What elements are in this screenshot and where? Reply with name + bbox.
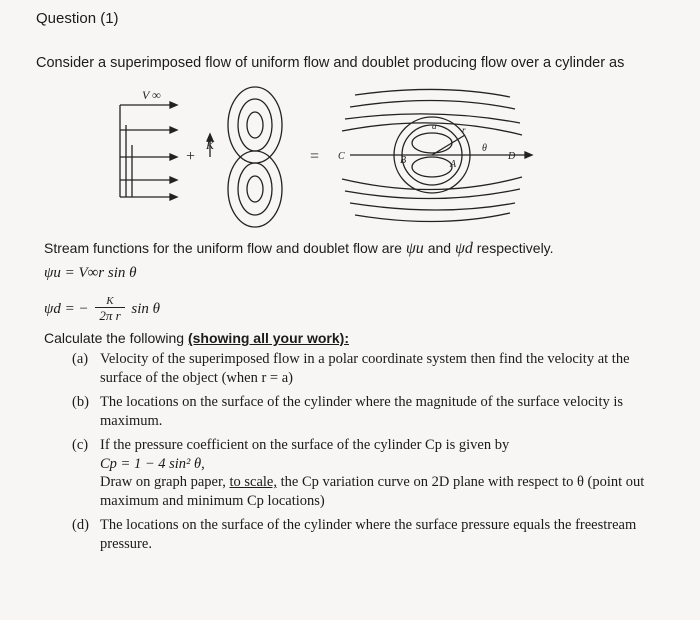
task-b: (b) The locations on the surface of the cylinder where the magnitude of the surface velocity is maximum. <box>72 394 624 429</box>
label-a-radius: a <box>432 121 437 131</box>
equals-sign: = <box>310 148 320 165</box>
equation-psi-u: ψu = V∞r sin θ <box>44 265 137 281</box>
label-theta: θ <box>482 143 487 154</box>
plus-sign: + <box>186 148 196 165</box>
flow-diagram <box>110 85 560 235</box>
task-d: (d) The locations on the surface of the cylinder where the surface pressure equals the freestream pressure. <box>72 517 637 552</box>
label-a: A <box>450 159 457 170</box>
kappa-label: K <box>206 138 215 152</box>
label-c: C <box>338 151 345 162</box>
label-r: r <box>462 125 466 135</box>
label-d: D <box>508 151 516 162</box>
calc-heading: Calculate the following (showing all your work): <box>44 330 349 346</box>
question-title: Question (1) <box>36 10 119 27</box>
equation-psi-d: ψd = − $\frac{K}{\text{2π r}}$ sin θ <box>44 295 161 323</box>
doublet-loops <box>207 87 282 227</box>
task-c: (c) If the pressure coefficient on the surface of the cylinder Cp is given by Cp = 1 − 4 sin² θ, Draw on graph paper, to scale, the Cp variation curve on 2D plane with respect to θ (point out maximum and minimum Cp locations) <box>72 437 645 509</box>
task-a: (a) Velocity of the superimposed flow in a polar coordinate system then find the velocity at the surface of the object (when r = a) <box>72 351 630 386</box>
v-inf-label: V ∞ <box>142 88 161 102</box>
cylinder-flow <box>342 89 532 221</box>
question-intro: Consider a superimposed flow of uniform flow and doublet producing flow over a cylinder as <box>36 55 625 71</box>
label-b: B <box>400 155 407 166</box>
uniform-flow-lines <box>120 102 177 200</box>
task-list <box>72 350 672 559</box>
stream-function-text: Stream functions for the uniform flow and doublet flow are ψu and ψd respectively. <box>44 240 554 257</box>
